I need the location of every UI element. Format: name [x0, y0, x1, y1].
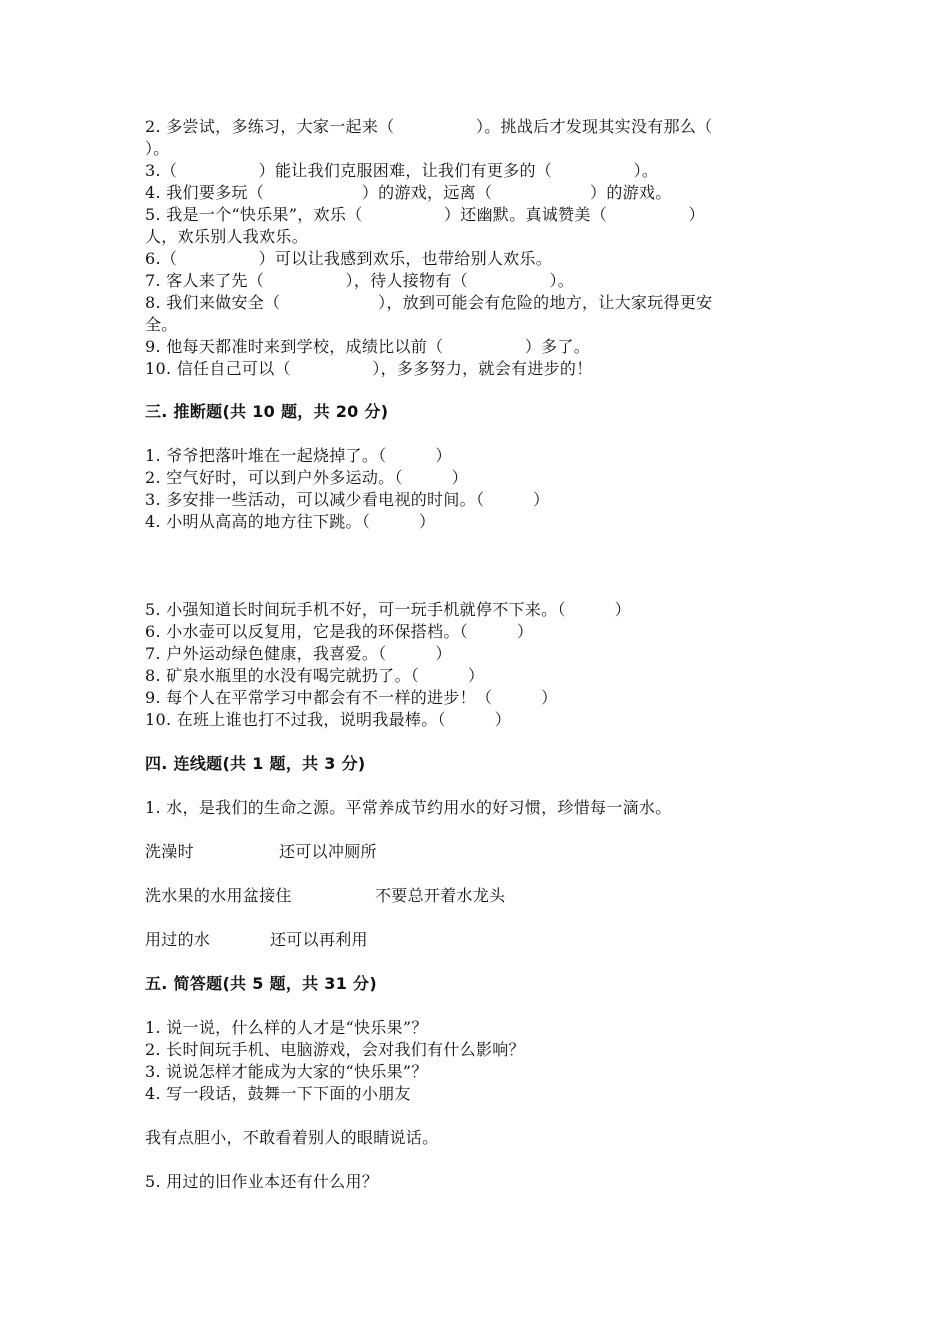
- match-right-1: 还可以冲厕所: [279, 842, 377, 861]
- fill-blank-q2-line1: 2. 多尝试，多练习，大家一起来（ ）。挑战后才发现其实没有那么（: [145, 117, 713, 136]
- short-answer-4-quote: 我有点胆小，不敢看着别人的眼睛说话。: [145, 1128, 439, 1147]
- judge-item-2: 2. 空气好时，可以到户外多运动。（ ）: [145, 468, 468, 487]
- fill-blank-q2-line2: ）。: [145, 139, 170, 158]
- fill-blank-q7: 7. 客人来了先（ ），待人接物有（ ）。: [145, 271, 575, 290]
- match-question: 1. 水，是我们的生命之源。平常养成节约用水的好习惯，珍惜每一滴水。: [145, 798, 672, 817]
- match-left-2: 洗水果的水用盆接住: [145, 886, 292, 905]
- section-4-title: 四. 连线题(共 1 题，共 3 分): [145, 754, 366, 773]
- match-left-3: 用过的水: [145, 930, 211, 949]
- short-answer-1: 1. 说一说，什么样的人才是“快乐果”？: [145, 1018, 428, 1037]
- short-answer-3: 3. 说说怎样才能成为大家的“快乐果”？: [145, 1062, 428, 1081]
- match-right-3: 还可以再利用: [270, 930, 368, 949]
- fill-blank-q5-line2: 人，欢乐别人我欢乐。: [145, 227, 309, 246]
- judge-item-9: 9. 每个人在平常学习中都会有不一样的进步！（ ）: [145, 688, 558, 707]
- short-answer-5: 5. 用过的旧作业本还有什么用？: [145, 1172, 379, 1191]
- judge-item-3: 3. 多安排一些活动，可以减少看电视的时间。（ ）: [145, 490, 550, 509]
- fill-blank-q8-line1: 8. 我们来做安全（ ），放到可能会有危险的地方，让大家玩得更安: [145, 293, 713, 312]
- short-answer-4: 4. 写一段话，鼓舞一下下面的小朋友: [145, 1084, 411, 1103]
- judge-item-4: 4. 小明从高高的地方往下跳。（ ）: [145, 512, 436, 531]
- judge-item-1: 1. 爷爷把落叶堆在一起烧掉了。（ ）: [145, 446, 452, 465]
- match-right-2: 不要总开着水龙头: [375, 886, 506, 905]
- match-left-1: 洗澡时: [145, 842, 194, 861]
- judge-item-6: 6. 小水壶可以反复用，它是我的环保搭档。（ ）: [145, 622, 534, 641]
- fill-blank-q6: 6.（ ）可以让我感到欢乐，也带给别人欢乐。: [145, 249, 553, 268]
- judge-item-10: 10. 在班上谁也打不过我，说明我最棒。（ ）: [145, 710, 512, 729]
- fill-blank-q10: 10. 信任自己可以（ ），多多努力，就会有进步的！: [145, 359, 593, 378]
- fill-blank-q3: 3.（ ）能让我们克服困难，让我们有更多的（ ）。: [145, 161, 659, 180]
- fill-blank-q8-line2: 全。: [145, 315, 178, 334]
- judge-item-7: 7. 户外运动绿色健康，我喜爱。（ ）: [145, 644, 452, 663]
- judge-item-5: 5. 小强知道长时间玩手机不好，可一玩手机就停不下来。（ ）: [145, 600, 631, 619]
- fill-blank-q5-line1: 5. 我是一个“快乐果”，欢乐（ ）还幽默。真诚赞美（ ）: [145, 205, 705, 224]
- judge-item-8: 8. 矿泉水瓶里的水没有喝完就扔了。（ ）: [145, 666, 485, 685]
- section-5-title: 五. 简答题(共 5 题，共 31 分): [145, 974, 377, 993]
- section-3-title: 三. 推断题(共 10 题，共 20 分): [145, 402, 389, 421]
- fill-blank-q4: 4. 我们要多玩（ ）的游戏，远离（ ）的游戏。: [145, 183, 672, 202]
- short-answer-2: 2. 长时间玩手机、电脑游戏，会对我们有什么影响？: [145, 1040, 525, 1059]
- fill-blank-q9: 9. 他每天都准时来到学校，成绩比以前（ ）多了。: [145, 337, 591, 356]
